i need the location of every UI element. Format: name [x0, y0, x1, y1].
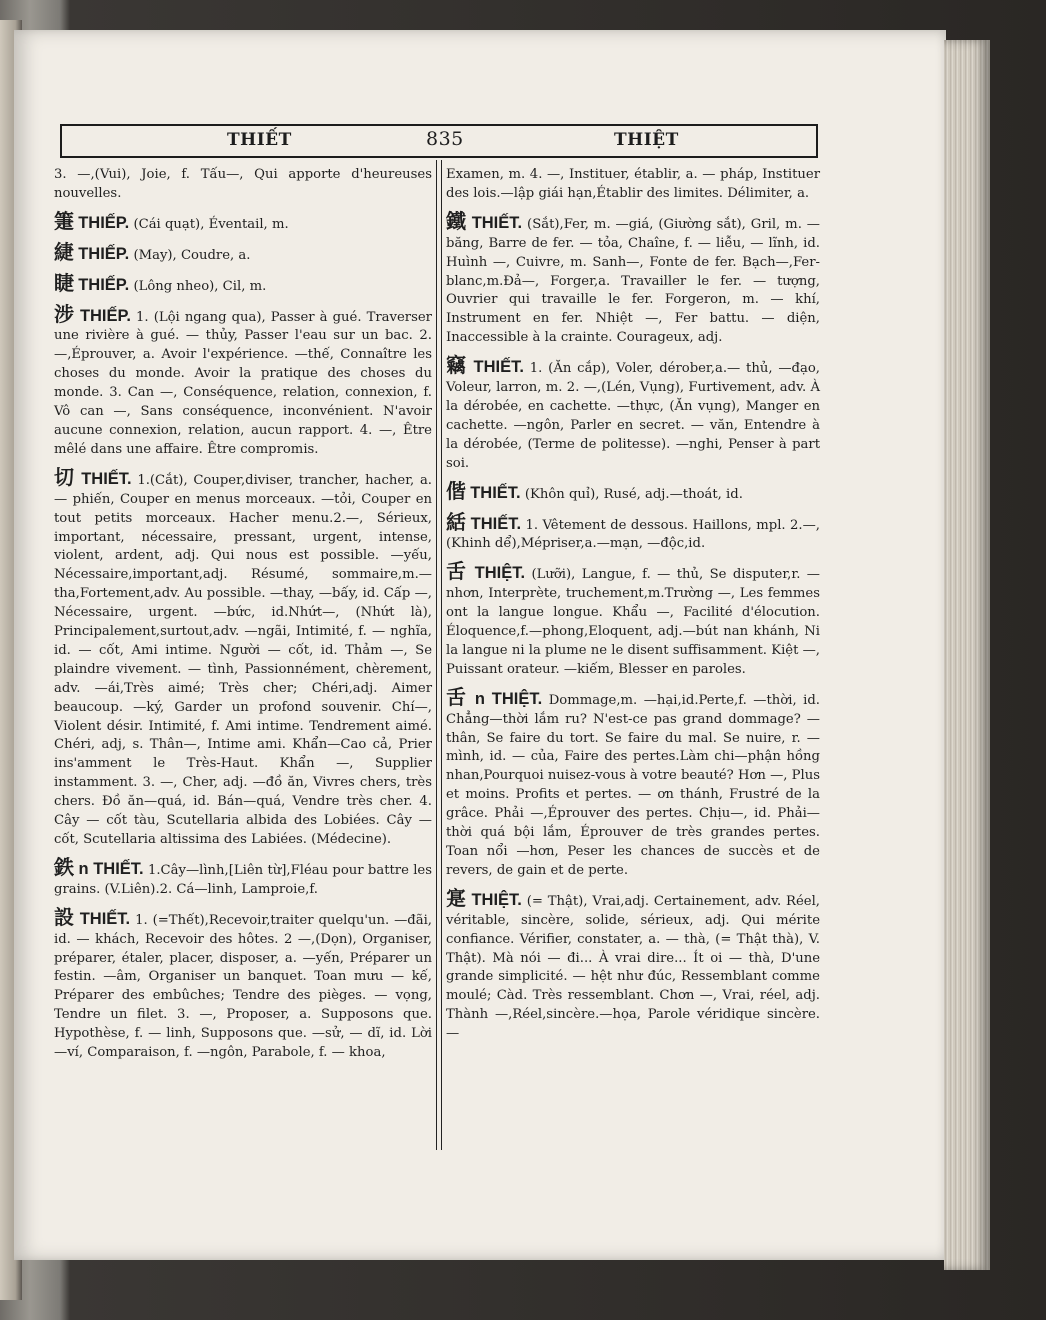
- dictionary-entry: [54, 301, 432, 460]
- dictionary-entry: [446, 559, 820, 679]
- chinese-character: 偕: [446, 478, 466, 503]
- entry-headword: THIỆT.: [471, 890, 522, 909]
- page-block-edge: [944, 40, 990, 1270]
- entry-headword: THIẾT.: [471, 213, 523, 232]
- entry-headword: THIẾP.: [78, 213, 130, 232]
- dictionary-entry: [446, 353, 820, 473]
- dictionary-entry: [446, 478, 820, 505]
- dictionary-entry: [54, 270, 432, 297]
- chinese-character: 切: [54, 464, 76, 489]
- entry-text: (Khôn quỉ), Rusé, adj.—thoát, id.: [524, 486, 743, 502]
- chinese-character: 緁: [54, 239, 74, 264]
- entry-text: 1.Cây—lình,[Liên từ],Fléau pour battre les grains. (V.Liên).2. Cá—linh, Lamproie,f.: [54, 862, 433, 897]
- dictionary-entry: [54, 166, 432, 204]
- running-header: [60, 124, 818, 158]
- entry-text: 1. (=Thết),Recevoir,traiter quelqu'un. —đãi, id. — khách, Recevoir des hôtes. 2 —,(Dọn), Organiser, préparer, étaler, placer, disposer, a. —yến, Préparer un festin. —âm, Organiser un banquet. Toan mưu — kế, Préparer des embûches; Tendre des pièges. — vọng, Tendre un filet. 3. —, Proposer, a. Supposons que. Hypothèse, f. — linh, Supposons que. —sử, — dĩ, id. Lời—ví, Comparaison, f. —ngôn, Parabole, f. — khoa,: [54, 912, 432, 1061]
- entry-text: (May), Coudre, a.: [133, 247, 251, 263]
- entry-headword: n THIẾT.: [78, 859, 144, 878]
- chinese-character: 涉: [54, 301, 75, 326]
- entry-headword: THIẾP.: [78, 244, 130, 263]
- entry-text: (Cái quạt), Éventail, m.: [133, 216, 289, 232]
- header-left-word: THIẾT: [227, 130, 292, 150]
- chinese-character: 絬: [446, 509, 467, 534]
- dictionary-entry: [54, 854, 433, 900]
- entry-headword: THIỆT.: [474, 564, 526, 583]
- dictionary-entry: [446, 208, 820, 348]
- chinese-character: 設: [54, 904, 75, 929]
- entry-text: 1.(Cắt), Couper,diviser, trancher, hacher, a. — phiến, Couper en menus morceaux. —tỏi, Couper en tout petits morceaux. Hacher menu.2.—, Sérieux, important, nécessaire, pressant, urgent, intense, violent, ardent, adj. Qui nous est possible. —yếu, Nécessaire,important,adj. Résumé, sommaire,m.—tha,Fortement,adv. Au possible. —thay, —bấy, id. Cấp —, Nécessaire, urgent. —bức, id.Nhứt—, (Nhứt là), Principalement,surtout,adv. —ngãi, Intimité, f. — nghĩa, id. — cốt, Ami intime. Người — cốt, id. Thảm —, Se plaindre vivement. — tình, Passionnément, chèrement, adv. —ái,Très aimé; Très cher; Chéri,adj. Aimer beaucoup. —ký, Garder un profond souvenir. Chí—, Violent désir. Intimité, f. Ami intime. Tendrement aimé. Chéri, adj, s. Thân—, Intime ami. Khẩn—Cao cả, Prier ins'amment le Très-Haut. Khẩn —, Supplier instamment. 3. —, Cher, adj. —đồ ăn, Vivres chers, très chers. Đồ ăn—quá, id. Bán—quá, Vendre très cher. 4. Cây — cốt tàu, Scutellaria albida des Lobiées. Cây —cốt, Scutellaria altissima des Labiées. (Médecine).: [54, 472, 432, 847]
- entry-text: 1. Vêtement de dessous. Haillons, mpl. 2.—,(Khinh dể),Mépriser,a.—mạn, —độc,id.: [446, 517, 820, 552]
- dictionary-entry: [54, 239, 432, 266]
- dictionary-entry: [54, 464, 432, 850]
- dictionary-entry: [54, 208, 432, 235]
- entry-text: (Lưỡi), Langue, f. — thủ, Se disputer,r. —nhơn, Interprète, truchement,m.Trường —, Les femmes ont la langue longue. Khẩu —, Facilité d'élocution. Éloquence,f.—phong,Eloquent, adj.—bút nan khánh, Ni la langue ni la plume ne le disent suffisamment. Kiệt —, Puissant orateur. —kiếm, Blesser en paroles.: [446, 567, 820, 677]
- entry-text: 1. (Ăn cắp), Voler, dérober,a.— thủ, —đạo, Voleur, larron, m. 2. —,(Lén, Vụng), Furtivement, adv. À la dérobée, en cachette. —thực, (Ăn vụng), Manger en cachette. —ngôn, Parler en secret. — văn, Entendre à la dérobée, (Terme de politesse). —nghi, Penser à part soi.: [446, 361, 820, 471]
- dictionary-entry: [446, 509, 820, 555]
- entry-text: (= Thật), Vrai,adj. Certainement, adv. Réel, véritable, sincère, solide, sérieux, adj. Qui mérite confiance. Vérifier, constater, a. — thà, (= Thật thà), V. Thật). Mà nói — đi... À vrai dire... Ít oi — thà, D'une grande simplicité. — hệt như đúc, Ressemblant comme moulé; Càd. Très ressemblant. Chơn —, Vrai, réel, adj. Thành —,Réel,sincère.—họa, Parole véridique sincère.—: [446, 893, 820, 1042]
- left-column: [54, 166, 432, 1071]
- entry-text: 1. (Lội ngang qua), Passer à gué. Traverser une rivière à gué. — thủy, Passer l'eau sur un bac. 2. —,Éprouver, a. Avoir l'expérience. —thế, Connaître les choses du monde. Avoir la pratique des choses du monde. 3. Can —, Conséquence, relation, connexion, f. Vô can —, Sans conséquence, inconvénient. N'avoir aucune connexion, relation, aucun rapport. 4. —, Être mêlé dans une affaire. Être compromis.: [54, 309, 432, 457]
- entry-text: (Sắt),Fer, m. —giá, (Giường sắt), Gril, m. — băng, Barre de fer. — tỏa, Chaîne, f. — liễu, — lĩnh, id. Huình —, Cuivre, m. Sanh—, Fonte de fer. Bạch—,Fer-blanc,m.Đả—, Forger,a. Travailler le fer. — tượng, Ouvrier qui travaille le fer. Forgeron, m. — khí, Instrument en fer. Nhiệt —, Fer battu. — diện, Inaccessible à la crainte. Courageux, adj.: [446, 216, 820, 346]
- column-divider: [436, 160, 442, 1150]
- dictionary-entry: [54, 904, 432, 1063]
- dictionary-entry: [446, 684, 820, 881]
- entry-text: Examen, m. 4. —, Instituer, établir, a. — pháp, Instituer des lois.—lập giái hạn,Établir des limites. Délimiter, a.: [446, 167, 820, 201]
- chinese-character: 舌: [446, 684, 469, 709]
- entry-headword: THIẾT.: [470, 514, 522, 533]
- dictionary-entry: [446, 885, 820, 1044]
- chinese-character: 竊: [446, 353, 468, 378]
- chinese-character: 鉄: [54, 854, 75, 879]
- chinese-character: 睫: [54, 270, 74, 295]
- right-column: [446, 166, 820, 1052]
- entry-headword: THIẾP.: [78, 275, 130, 294]
- entry-text: 3. —,(Vui), Joie, f. Tấu—, Qui apporte d'heureuses nouvelles.: [54, 167, 432, 201]
- entry-headword: THIẾT.: [473, 358, 524, 377]
- page-number: 835: [426, 128, 464, 150]
- entry-headword: THIẾT.: [81, 469, 132, 488]
- header-right-word: THIỆT: [614, 130, 679, 150]
- chinese-character: 舌: [446, 559, 469, 584]
- entry-headword: n THIỆT.: [474, 689, 543, 708]
- chinese-character: 箑: [54, 208, 74, 233]
- dictionary-entry: [446, 166, 820, 204]
- entry-headword: THIẾP.: [79, 306, 131, 325]
- entry-headword: THIẾT.: [79, 909, 131, 928]
- chinese-character: 寔: [446, 885, 467, 910]
- chinese-character: 鐵: [446, 208, 467, 233]
- entry-text: (Lông nheo), Cil, m.: [133, 278, 267, 294]
- entry-headword: THIẾT.: [470, 483, 521, 502]
- entry-text: Dommage,m. —hại,id.Perte,f. —thời, id. Chẳng—thời lắm ru? N'est-ce pas grand dommage? — thân, Se faire du tort. Se faire du mal. Se nuire, r. — mình, id. — của, Faire des pertes.Làm chi—phận hồng nhan,Pourquoi nuisez-vous à votre beauté? Hơn —, Plus et moins. Profits et pertes. — ơn thánh, Frustré de la grâce. Phải —,Éprouver des pertes. Chịu—, id. Phải—thời quá bội lắm, Éprouver de très grandes pertes. Toan nổi —hơn, Peser les chances de succès et de revers, de gain et de perte.: [446, 692, 820, 878]
